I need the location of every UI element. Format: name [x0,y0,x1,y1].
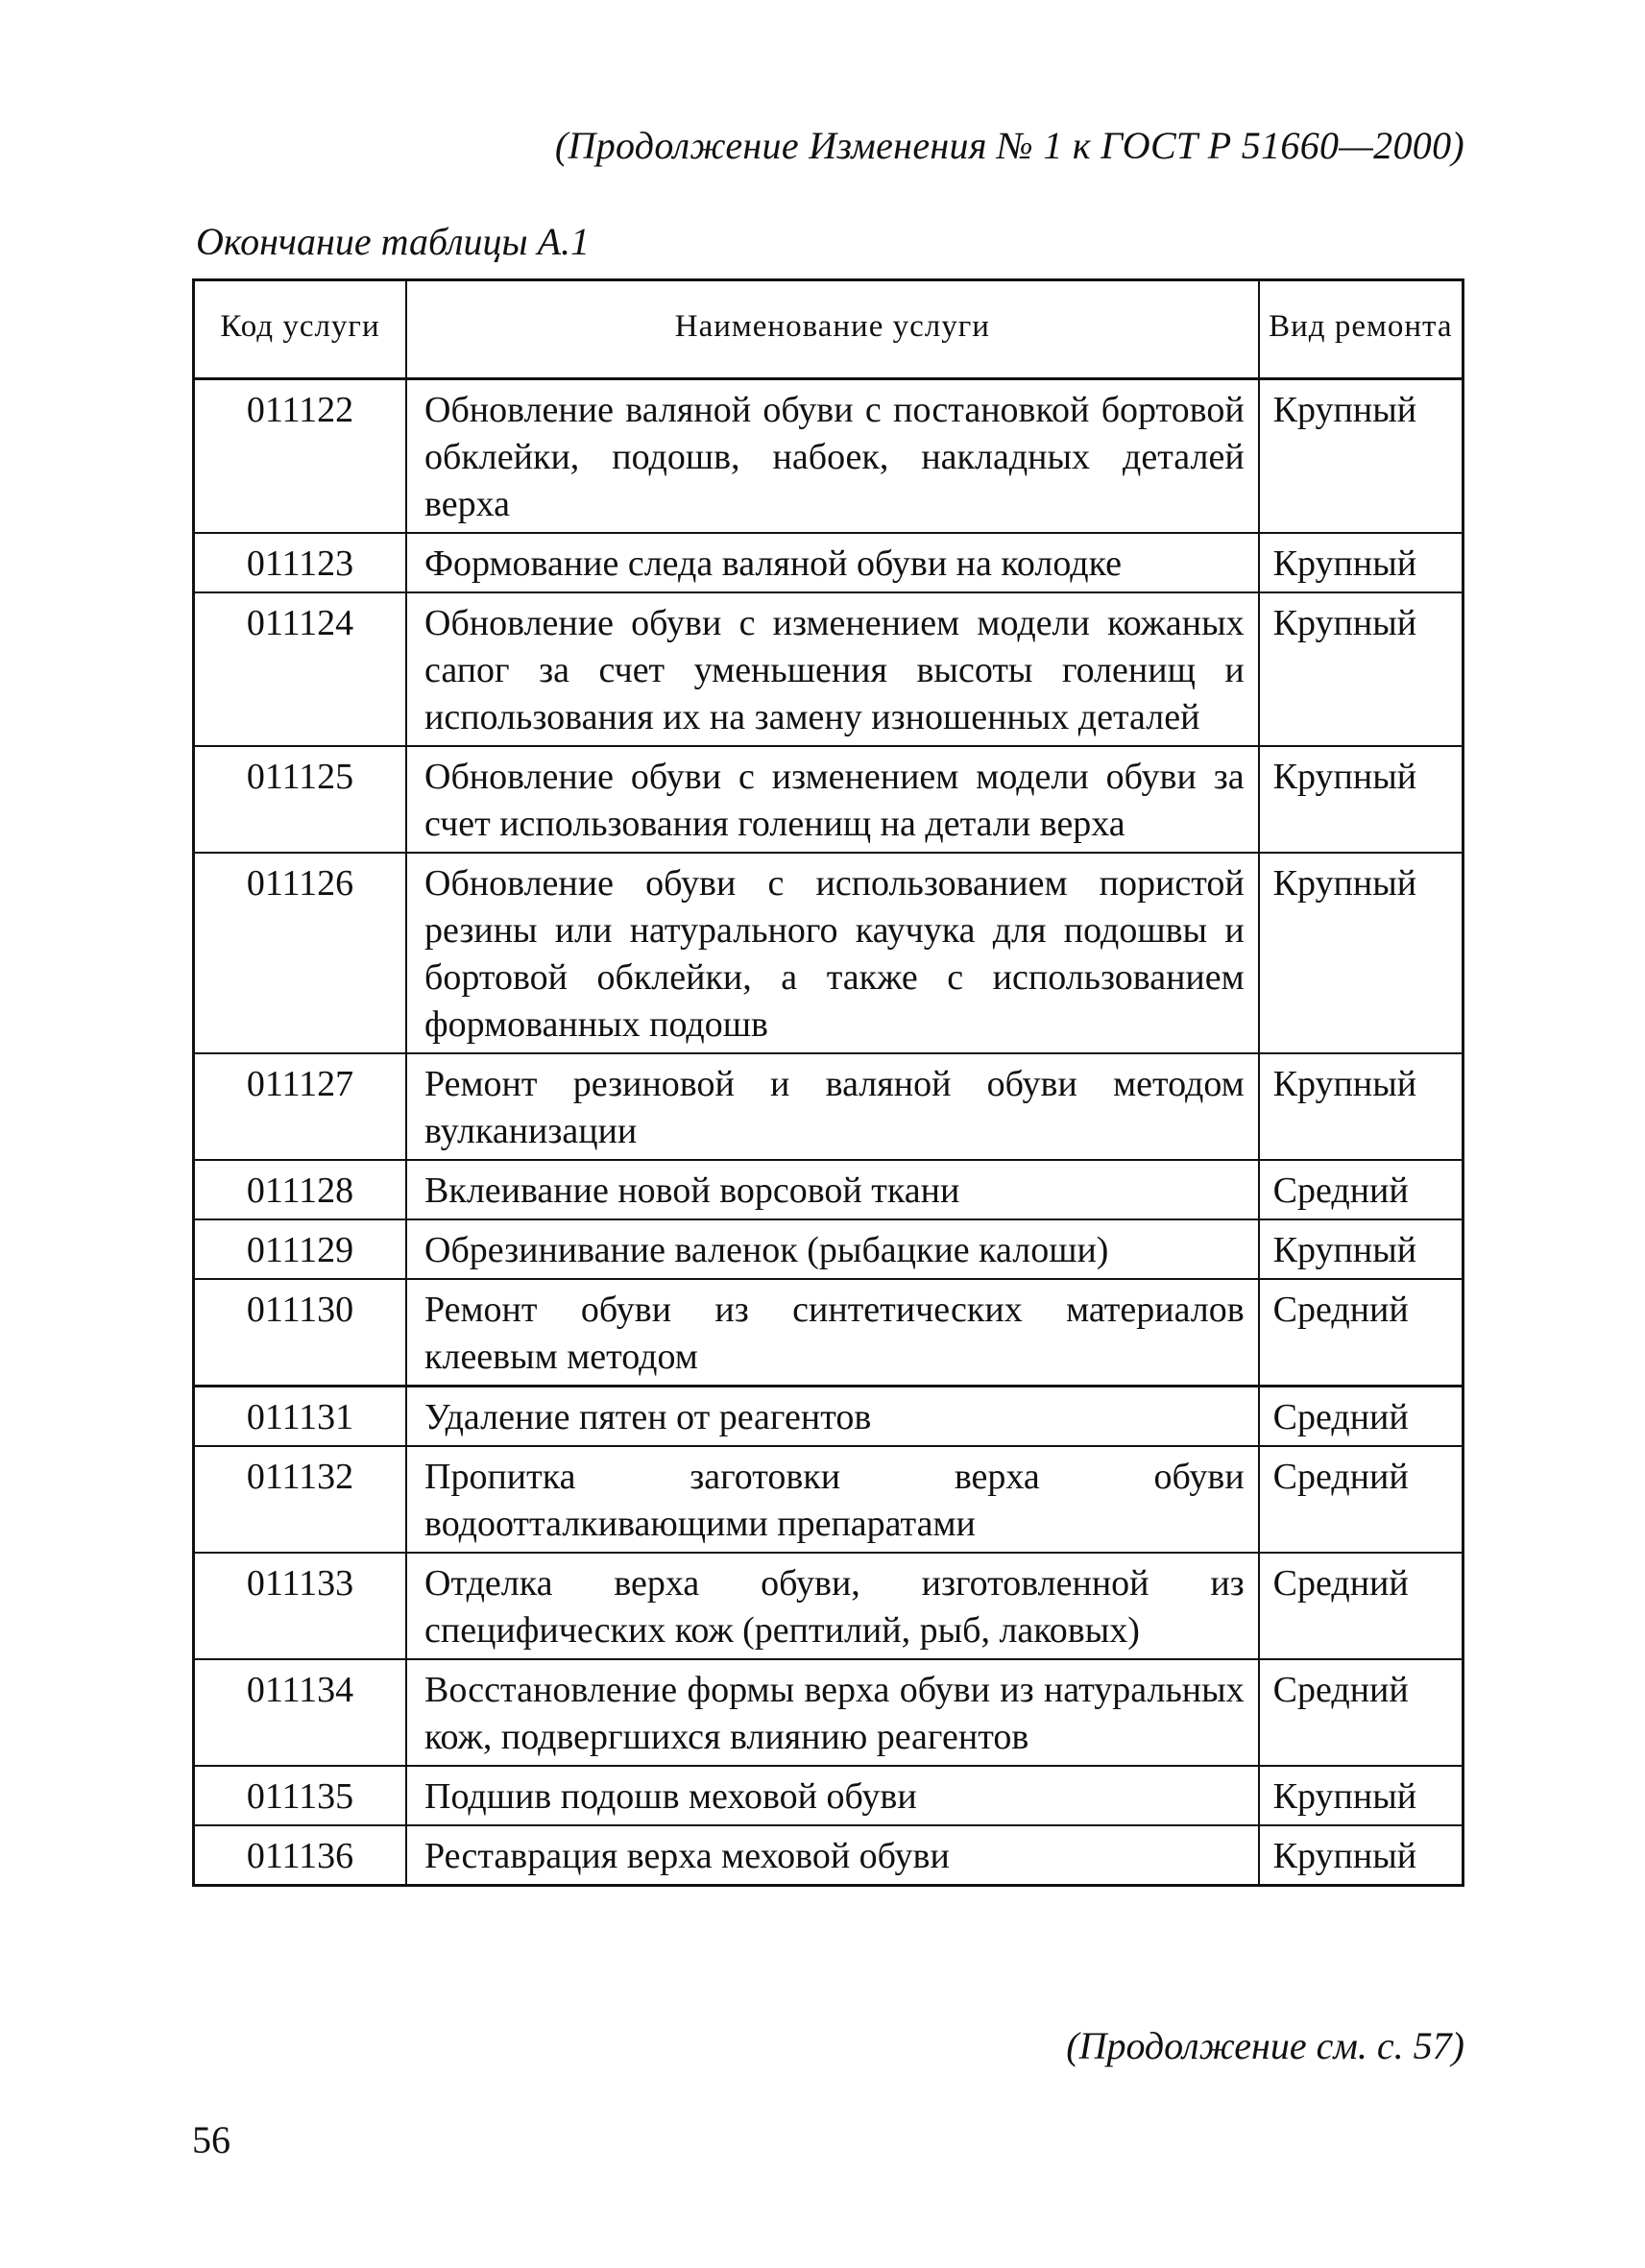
cell-code: 011131 [194,1387,407,1447]
cell-kind: Средний [1259,1160,1464,1219]
cell-name: Обновление обуви с изменением модели кожаных сапог за счет уменьшения высоты голенищ и использования их на замену изношенных деталей [406,592,1259,746]
cell-code: 011136 [194,1825,407,1886]
cell-code: 011123 [194,533,407,592]
table-row [194,1219,1464,1279]
page-number: 56 [192,2118,230,2161]
cell-code: 011135 [194,1766,407,1825]
table-row [194,379,1464,534]
cell-kind: Крупный [1259,379,1464,534]
cell-name: Подшив подошв меховой обуви [406,1766,1259,1825]
table-row [194,746,1464,853]
table-row [194,1553,1464,1659]
cell-code: 011122 [194,379,407,534]
table-row [194,592,1464,746]
cell-name: Обновление обуви с использованием пористой резины или натурального каучука для подошвы и бортовой обклейки, а также с использованием формованных подошв [406,853,1259,1053]
cell-code: 011134 [194,1659,407,1766]
cell-kind: Средний [1259,1659,1464,1766]
header-repair-kind: Вид ремонта [1259,280,1464,379]
cell-kind: Крупный [1259,1053,1464,1160]
table-row [194,1053,1464,1160]
cell-name: Формование следа валяной обуви на колодке [406,533,1259,592]
cell-kind: Средний [1259,1279,1464,1387]
cell-name: Реставрация верха меховой обуви [406,1825,1259,1886]
cell-code: 011124 [194,592,407,746]
cell-kind: Крупный [1259,1825,1464,1886]
cell-code: 011127 [194,1053,407,1160]
continuation-footer: (Продолжение см. с. 57) [1066,2024,1464,2067]
cell-name: Пропитка заготовки верха обуви водоотталкивающими препаратами [406,1446,1259,1553]
cell-code: 011125 [194,746,407,853]
cell-kind: Средний [1259,1387,1464,1447]
cell-name: Удаление пятен от реагентов [406,1387,1259,1447]
services-table [192,278,1464,1887]
cell-code: 011133 [194,1553,407,1659]
cell-kind: Средний [1259,1553,1464,1659]
cell-name: Восстановление формы верха обуви из натуральных кож, подвергшихся влиянию реагентов [406,1659,1259,1766]
cell-code: 011129 [194,1219,407,1279]
cell-name: Обрезинивание валенок (рыбацкие калоши) [406,1219,1259,1279]
cell-kind: Крупный [1259,533,1464,592]
header-service-code: Код услуги [194,280,407,379]
cell-name: Вклеивание новой ворсовой ткани [406,1160,1259,1219]
cell-name: Обновление валяной обуви с постановкой бортовой обклейки, подошв, набоек, накладных деталей верха [406,379,1259,534]
cell-code: 011132 [194,1446,407,1553]
cell-name: Ремонт обуви из синтетических материалов клеевым методом [406,1279,1259,1387]
table-body [194,379,1464,1886]
cell-code: 011130 [194,1279,407,1387]
services-table-container [192,278,1464,1887]
cell-kind: Крупный [1259,853,1464,1053]
table-row [194,1446,1464,1553]
cell-code: 011128 [194,1160,407,1219]
table-caption: Окончание таблицы А.1 [196,220,591,263]
table-header-row [194,280,1464,379]
cell-kind: Крупный [1259,1766,1464,1825]
cell-kind: Крупный [1259,746,1464,853]
table-row [194,1160,1464,1219]
table-row [194,1279,1464,1387]
table-row [194,1387,1464,1447]
table-row [194,1766,1464,1825]
cell-kind: Средний [1259,1446,1464,1553]
table-row [194,1825,1464,1886]
table-row [194,853,1464,1053]
cell-name: Ремонт резиновой и валяной обуви методом вулканизации [406,1053,1259,1160]
table-row [194,1659,1464,1766]
cell-kind: Крупный [1259,1219,1464,1279]
continuation-header: (Продолжение Изменения № 1 к ГОСТ Р 51660—2000) [554,124,1464,167]
cell-name: Отделка верха обуви, изготовленной из специфических кож (рептилий, рыб, лаковых) [406,1553,1259,1659]
cell-code: 011126 [194,853,407,1053]
cell-name: Обновление обуви с изменением модели обуви за счет использования голенищ на детали верха [406,746,1259,853]
table-row [194,533,1464,592]
header-service-name: Наименование услуги [406,280,1259,379]
cell-kind: Крупный [1259,592,1464,746]
